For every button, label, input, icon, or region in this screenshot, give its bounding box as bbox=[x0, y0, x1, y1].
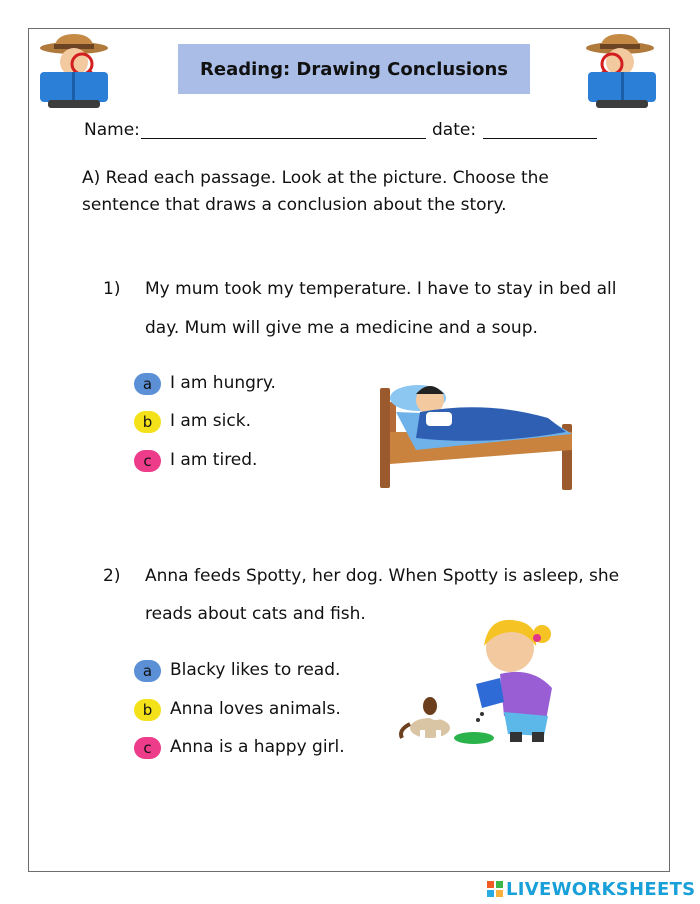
question-2-line-1: Anna feeds Spotty, her dog. When Spotty is asleep, she bbox=[145, 566, 620, 586]
q1-option-b-text[interactable]: I am sick. bbox=[170, 411, 251, 431]
name-label: Name: bbox=[84, 120, 140, 140]
q2-option-a-badge[interactable]: a bbox=[134, 660, 161, 682]
q1-option-c-text[interactable]: I am tired. bbox=[170, 450, 258, 470]
q2-option-b-text[interactable]: Anna loves animals. bbox=[170, 699, 341, 719]
liveworksheets-logo bbox=[487, 878, 695, 900]
name-input-line[interactable] bbox=[141, 138, 426, 139]
question-2-line-2: reads about cats and fish. bbox=[145, 604, 366, 624]
q1-option-b-badge[interactable]: b bbox=[134, 411, 161, 433]
q1-option-a-badge[interactable]: a bbox=[134, 373, 161, 395]
question-1-number: 1) bbox=[103, 279, 121, 299]
q2-option-a-text[interactable]: Blacky likes to read. bbox=[170, 660, 341, 680]
detective-left-icon bbox=[36, 32, 116, 110]
q1-option-c-badge[interactable]: c bbox=[134, 450, 161, 472]
date-label: date: bbox=[432, 120, 477, 140]
detective-right-icon bbox=[580, 32, 660, 110]
instructions-line-2: sentence that draws a conclusion about the story. bbox=[82, 195, 507, 215]
q1-option-a-text[interactable]: I am hungry. bbox=[170, 373, 276, 393]
question-1-line-2: day. Mum will give me a medicine and a soup. bbox=[145, 318, 538, 338]
girl-feeding-dog-illustration bbox=[392, 612, 578, 752]
date-input-line[interactable] bbox=[483, 138, 597, 139]
q2-option-c-text[interactable]: Anna is a happy girl. bbox=[170, 737, 345, 757]
liveworksheets-logo-icon bbox=[487, 881, 503, 897]
q2-option-c-badge[interactable]: c bbox=[134, 737, 161, 759]
liveworksheets-brand-text: LIVEWORKSHEETS bbox=[506, 878, 696, 900]
sick-boy-in-bed-illustration bbox=[376, 372, 580, 494]
worksheet-title: Reading: Drawing Conclusions bbox=[178, 44, 530, 94]
question-1-line-1: My mum took my temperature. I have to stay in bed all bbox=[145, 279, 617, 299]
question-2-number: 2) bbox=[103, 566, 121, 586]
instructions-line-1: A) Read each passage. Look at the picture. Choose the bbox=[82, 168, 549, 188]
q2-option-b-badge[interactable]: b bbox=[134, 699, 161, 721]
